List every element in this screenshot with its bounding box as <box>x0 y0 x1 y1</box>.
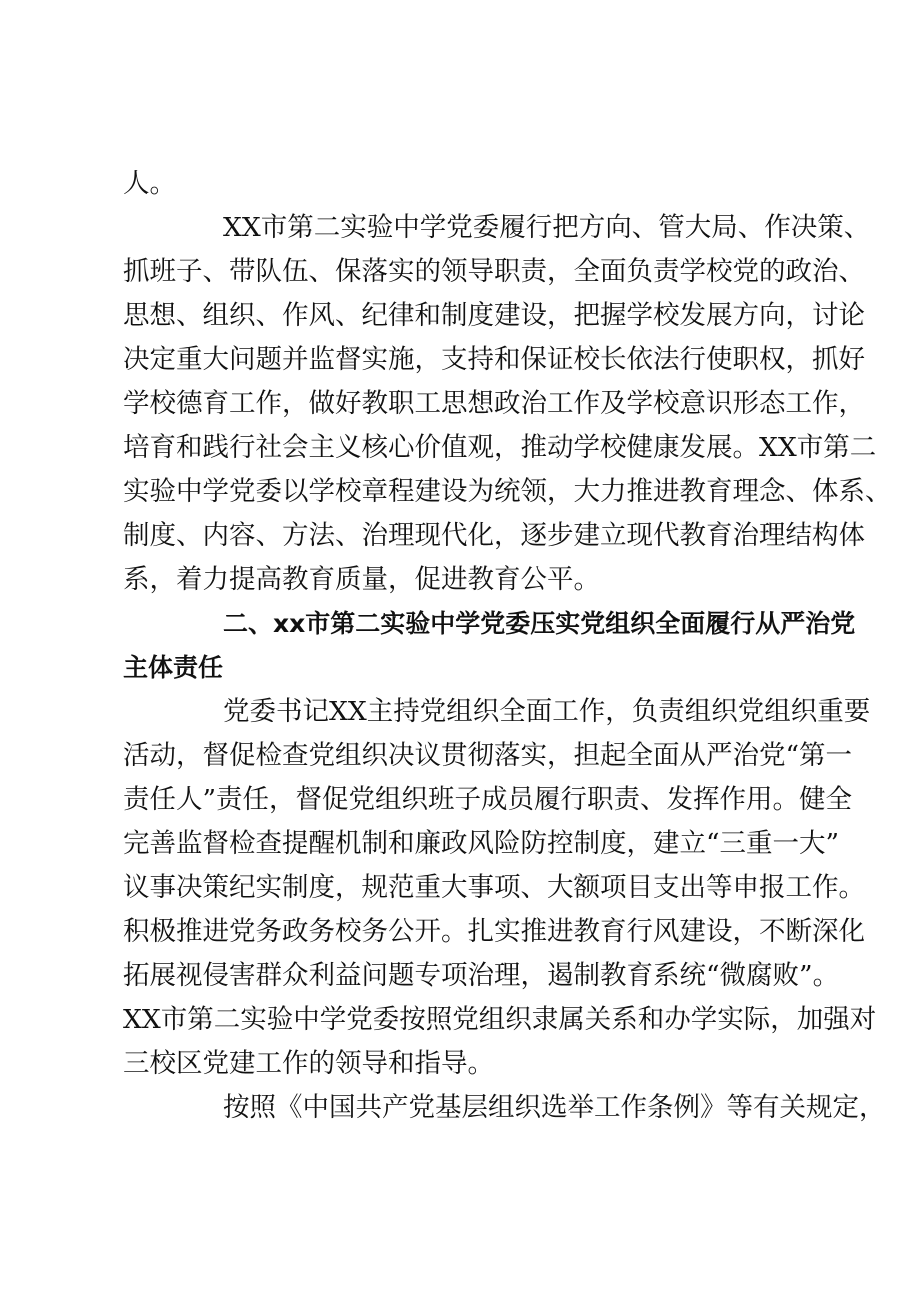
paragraph-line: 决定重大问题并监督实施，支持和保证校长依法行使职权，抓好 <box>123 344 865 375</box>
paragraph-line: 议事决策纪实制度，规范重大事项、大额项目支出等申报工作。 <box>123 872 865 903</box>
paragraph-line: 按照《中国共产党基层组织选举工作条例》等有关规定， <box>223 1092 886 1123</box>
paragraph-line: 学校德育工作，做好教职工思想政治工作及学校意识形态工作， <box>123 388 865 419</box>
paragraph-line: 抓班子、带队伍、保落实的领导职责，全面负责学校党的政治、 <box>123 256 865 287</box>
paragraph-line: 三校区党建工作的领导和指导。 <box>123 1048 494 1079</box>
paragraph-line: XX市第二实验中学党委履行把方向、管大局、作决策、 <box>223 212 871 243</box>
paragraph-line: 积极推进党务政务校务公开。扎实推进教育行风建设，不断深化 <box>123 916 865 947</box>
paragraph-line: 完善监督检查提醒机制和廉政风险防控制度，建立“三重一大” <box>123 828 840 859</box>
paragraph-line: 拓展视侵害群众利益问题专项治理，遏制教育系统“微腐败”。 <box>123 960 840 991</box>
paragraph-line: 培育和践行社会主义核心价值观，推动学校健康发展。XX市第二 <box>123 432 877 463</box>
paragraph-line: 制度、内容、方法、治理现代化，逐步建立现代教育治理结构体 <box>123 520 865 551</box>
paragraph-line: 人。 <box>123 168 176 199</box>
paragraph-line: 活动，督促检查党组织决议贯彻落实，担起全面从严治党“第一 <box>123 740 853 771</box>
paragraph-line: 系，着力提高教育质量，促进教育公平。 <box>123 564 600 595</box>
section-heading: 主体责任 <box>123 653 224 682</box>
paragraph-line: 责任人”责任，督促党组织班子成员履行职责、发挥作用。健全 <box>123 784 853 815</box>
paragraph-line: XX市第二实验中学党委按照党组织隶属关系和办学实际，加强对 <box>123 1004 877 1035</box>
section-heading: 二、xx市第二实验中学党委压实党组织全面履行从严治党 <box>223 609 856 638</box>
paragraph-line: 党委书记XX主持党组织全面工作，负责组织党组织重要 <box>223 696 871 727</box>
paragraph-line: 实验中学党委以学校章程建设为统领，大力推进教育理念、体系、 <box>123 476 892 507</box>
paragraph-line: 思想、组织、作风、纪律和制度建设，把握学校发展方向，讨论 <box>123 300 865 331</box>
